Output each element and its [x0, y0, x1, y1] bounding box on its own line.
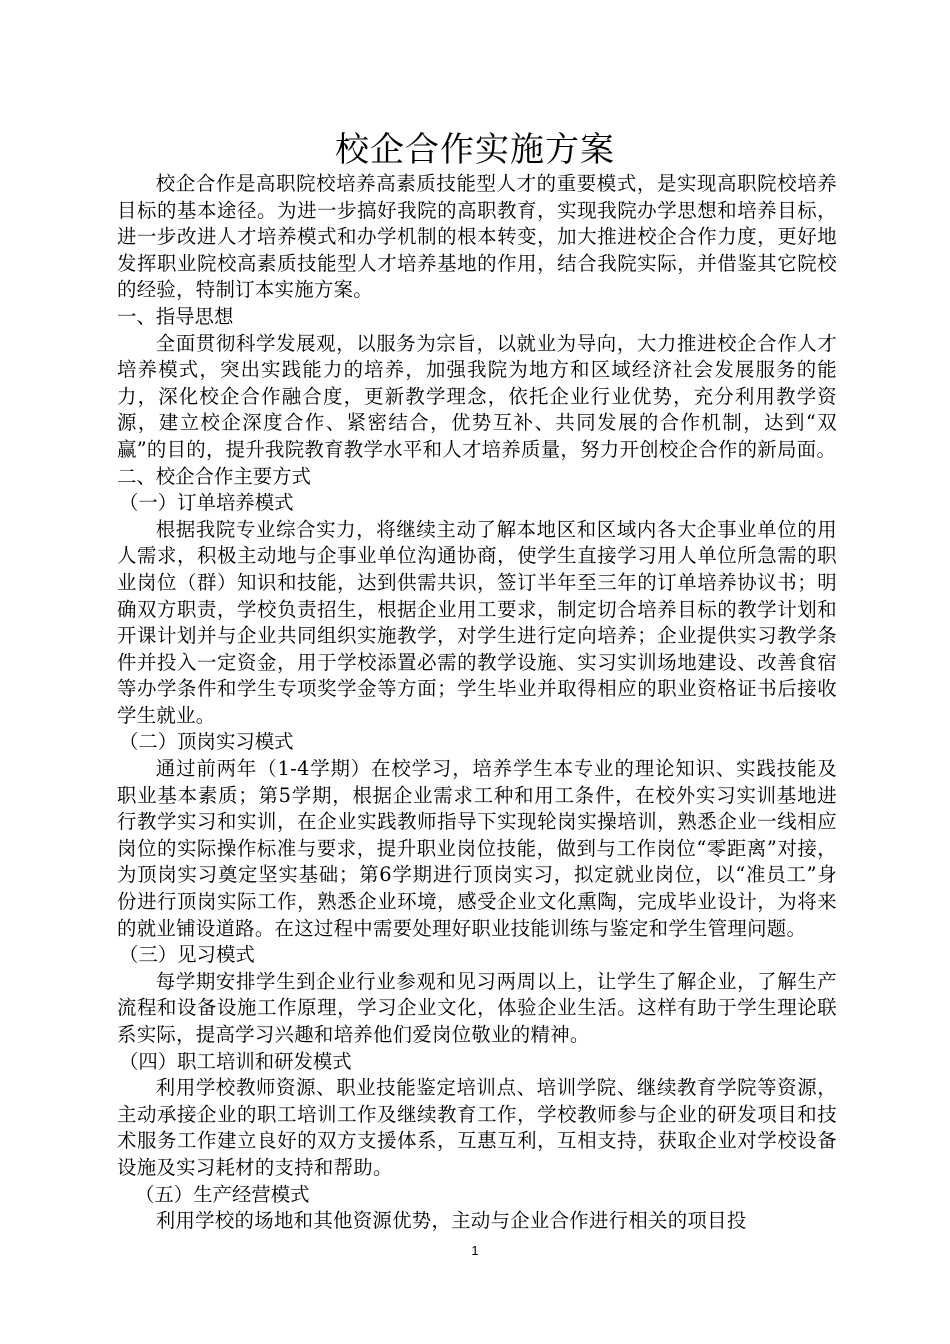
guiding-ideology-paragraph: 全面贯彻科学发展观，以服务为宗旨，以就业为导向，大力推进校企合作人才培养模式，突出实践能力的培养，加强我院为地方和区域经济社会发展服务的能力，深化校企合作融合度，更新教学理念，依托企业行业优势，充分利用教学资源，建立校企深度合作、紧密结合，优势互补、共同发展的合作机制，达到“双赢”的目的，提升我院教育教学水平和人才培养质量，努力开创校企合作的新局面。 — [117, 331, 837, 461]
section-heading-cooperation-methods: 二、校企合作主要方式 — [117, 464, 311, 488]
internship-paragraph: 通过前两年（1-4学期）在校学习，培养学生本专业的理论知识、实践技能及职业基本素质；第5学期，根据企业需求工种和用工条件，在校外实习实训基地进行教学实习和实训，在企业实践教师指导下实现轮岗实操培训，熟悉企业一线相应岗位的实际操作标准与要求，提升职业岗位技能，做到与工作岗位“零距离”对接，为顶岗实习奠定坚实基础；第6学期进行顶岗实习，拟定就业岗位，以“准员工”身份进行顶岗实际工作，熟悉企业环境，感受企业文化熏陶，完成毕业设计，为将来的就业铺设道路。在这过程中需要处理好职业技能训练与鉴定和学生管理问题。 — [117, 757, 837, 940]
page-number: 1 — [471, 1243, 479, 1258]
staff-training-paragraph: 利用学校教师资源、职业技能鉴定培训点、培训学院、继续教育学院等资源，主动承接企业的职工培训工作及继续教育工作，学校教师参与企业的研发项目和技术服务工作建立良好的双方支援体系，互惠互利，互相支持，获取企业对学校设备设施及实习耗材的支持和帮助。 — [117, 1076, 837, 1179]
subsection-heading-internship: （二）顶岗实习模式 — [119, 730, 294, 754]
observation-paragraph: 每学期安排学生到企业行业参观和见习两周以上，让学生了解企业，了解生产流程和设备设施工作原理，学习企业文化，体验企业生活。这样有助于学生理论联系实际，提高学习兴趣和培养他们爱岗位敬业的精神。 — [117, 969, 837, 1046]
document-body — [117, 171, 837, 1235]
production-paragraph: 利用学校的场地和其他资源优势，主动与企业合作进行相关的项目投 — [155, 1209, 747, 1233]
intro-paragraph: 校企合作是高职院校培养高素质技能型人才的重要模式，是实现高职院校培养目标的基本途径。为进一步搞好我院的高职教育，实现我院办学思想和培养目标，进一步改进人才培养模式和办学机制的根本转变，加大推进校企合作力度，更好地发挥职业院校高素质技能型人才培养基地的作用，结合我院实际，并借鉴其它院校的经验，特制订本实施方案。 — [117, 172, 837, 302]
section-heading-guiding-ideology: 一、指导思想 — [117, 304, 234, 328]
subsection-heading-production: （五）生产经营模式 — [135, 1182, 310, 1206]
subsection-heading-observation: （三）见习模式 — [119, 943, 255, 967]
document-title: 校企合作实施方案 — [335, 130, 615, 170]
order-training-paragraph: 根据我院专业综合实力，将继续主动了解本地区和区域内各大企事业单位的用人需求，积极主动地与企事业单位沟通协商，使学生直接学习用人单位所急需的职业岗位（群）知识和技能，达到供需共识，签订半年至三年的订单培养协议书；明确双方职责，学校负责招生，根据企业用工要求，制定切合培养目标的教学计划和开课计划并与企业共同组织实施教学，对学生进行定向培养；企业提供实习教学条件并投入一定资金，用于学校添置必需的教学设施、实习实训场地建设、改善食宿等办学条件和学生专项奖学金等方面；学生毕业并取得相应的职业资格证书后接收学生就业。 — [117, 517, 837, 727]
subsection-heading-order-training: （一）订单培养模式 — [119, 491, 294, 515]
subsection-heading-staff-training: （四）职工培训和研发模式 — [119, 1049, 352, 1073]
